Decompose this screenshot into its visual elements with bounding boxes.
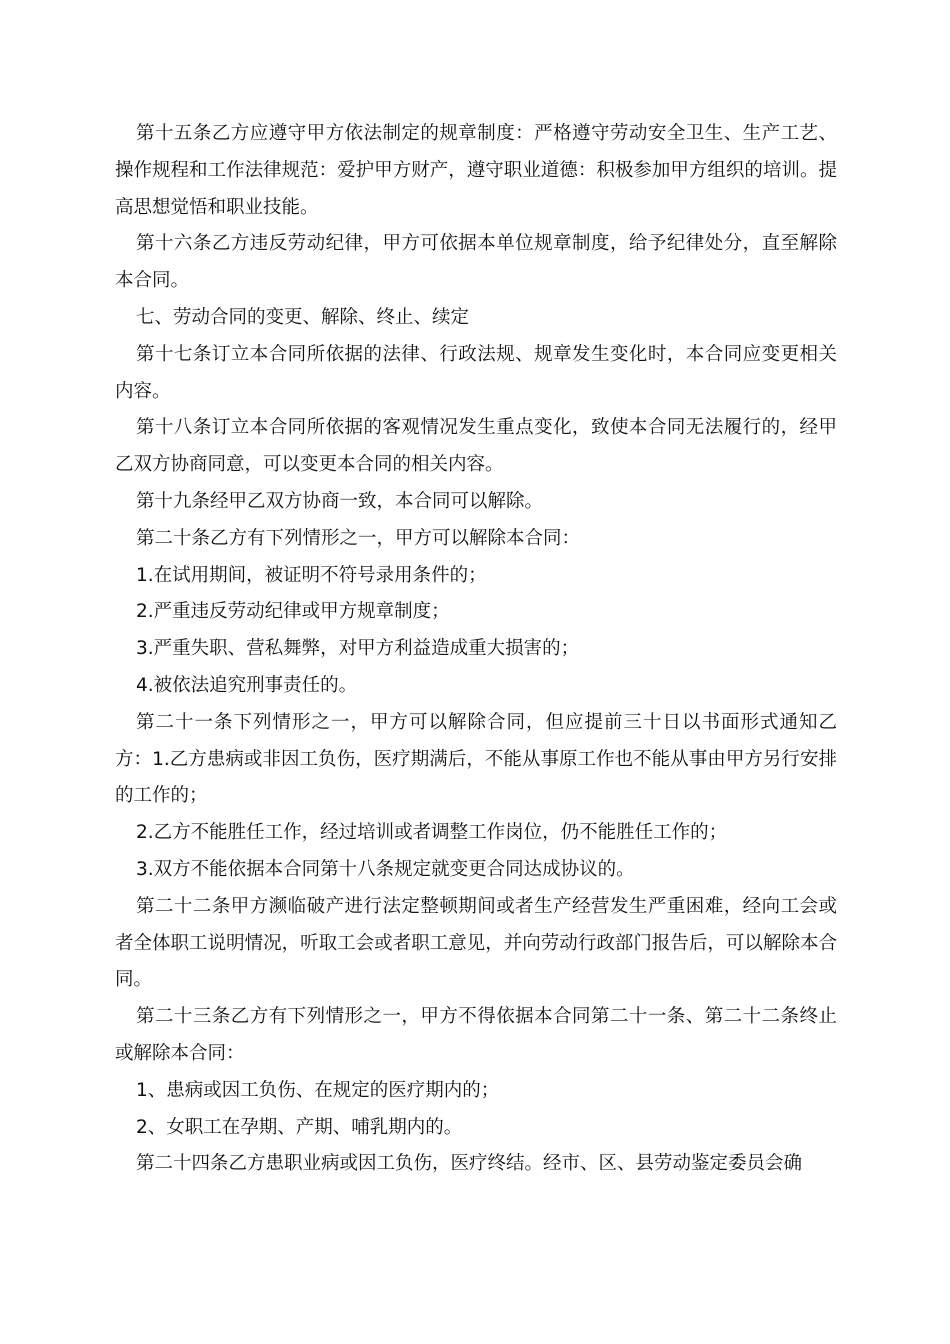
clause-17: 第十七条订立本合同所依据的法律、行政法规、规章发生变化时，本合同应变更相关内容。 [115,343,837,402]
clause-19: 第十九条经甲乙双方协商一致，本合同可以解除。 [136,490,544,512]
clause-20-item-2: 2.严重违反劳动纪律或甲方规章制度； [136,601,450,623]
clause-20-item-1: 1.在试用期间，被证明不符号录用条件的； [136,564,487,586]
clause-21: 第二十一条下列情形之一，甲方可以解除合同，但应提前三十日以书面形式通知乙方：1.乙方患病或非因工负伤，医疗期满后，不能从事原工作也不能从事由甲方另行安排的工作的； [115,711,837,807]
section-heading-7: 七、劳动合同的变更、解除、终止、续定 [136,306,470,328]
clause-15: 第十五条乙方应遵守甲方依法制定的规章制度：严格遵守劳动安全卫生、生产工艺、操作规程和工作法律规范：爱护甲方财产，遵守职业道德：积极参加甲方组织的培训。提高思想觉悟和职业技能。 [115,123,837,218]
clause-24: 第二十四条乙方患职业病或因工负伤，医疗终结。经市、区、县劳动鉴定委员会确 [136,1153,803,1175]
clause-23: 第二十三条乙方有下列情形之一，甲方不得依据本合同第二十一条、第二十二条终止或解除本合同： [115,1006,837,1064]
clause-23-item-1: 1、患病或因工负伤、在规定的医疗期内的； [136,1079,500,1101]
clause-21-item-2: 2.乙方不能胜任工作，经过培训或者调整工作岗位，仍不能胜任工作的； [136,822,728,844]
clause-20-item-4: 4.被依法追究刑事责任的。 [136,674,358,696]
clause-18: 第十八条订立本合同所依据的客观情况发生重点变化，致使本合同无法履行的，经甲乙双方协商同意，可以变更本合同的相关内容。 [115,417,837,476]
clause-20-item-3: 3.严重失职、营私舞弊，对甲方利益造成重大损害的； [136,638,580,660]
clause-20: 第二十条乙方有下列情形之一，甲方可以解除本合同： [136,527,581,549]
clause-23-item-2: 2、女职工在孕期、产期、哺乳期内的。 [136,1116,463,1138]
clause-16: 第十六条乙方违反劳动纪律，甲方可依据本单位规章制度，给予纪律处分，直至解除本合同。 [115,233,837,292]
clause-22: 第二十二条甲方濒临破产进行法定整顿期间或者生产经营发生严重困难，经向工会或者全体职工说明情况，听取工会或者职工意见，并向劳动行政部门报告后，可以解除本合同。 [115,895,837,991]
clause-21-item-3: 3.双方不能依据本合同第十八条规定就变更合同达成协议的。 [136,858,635,880]
document-body [115,116,837,1183]
